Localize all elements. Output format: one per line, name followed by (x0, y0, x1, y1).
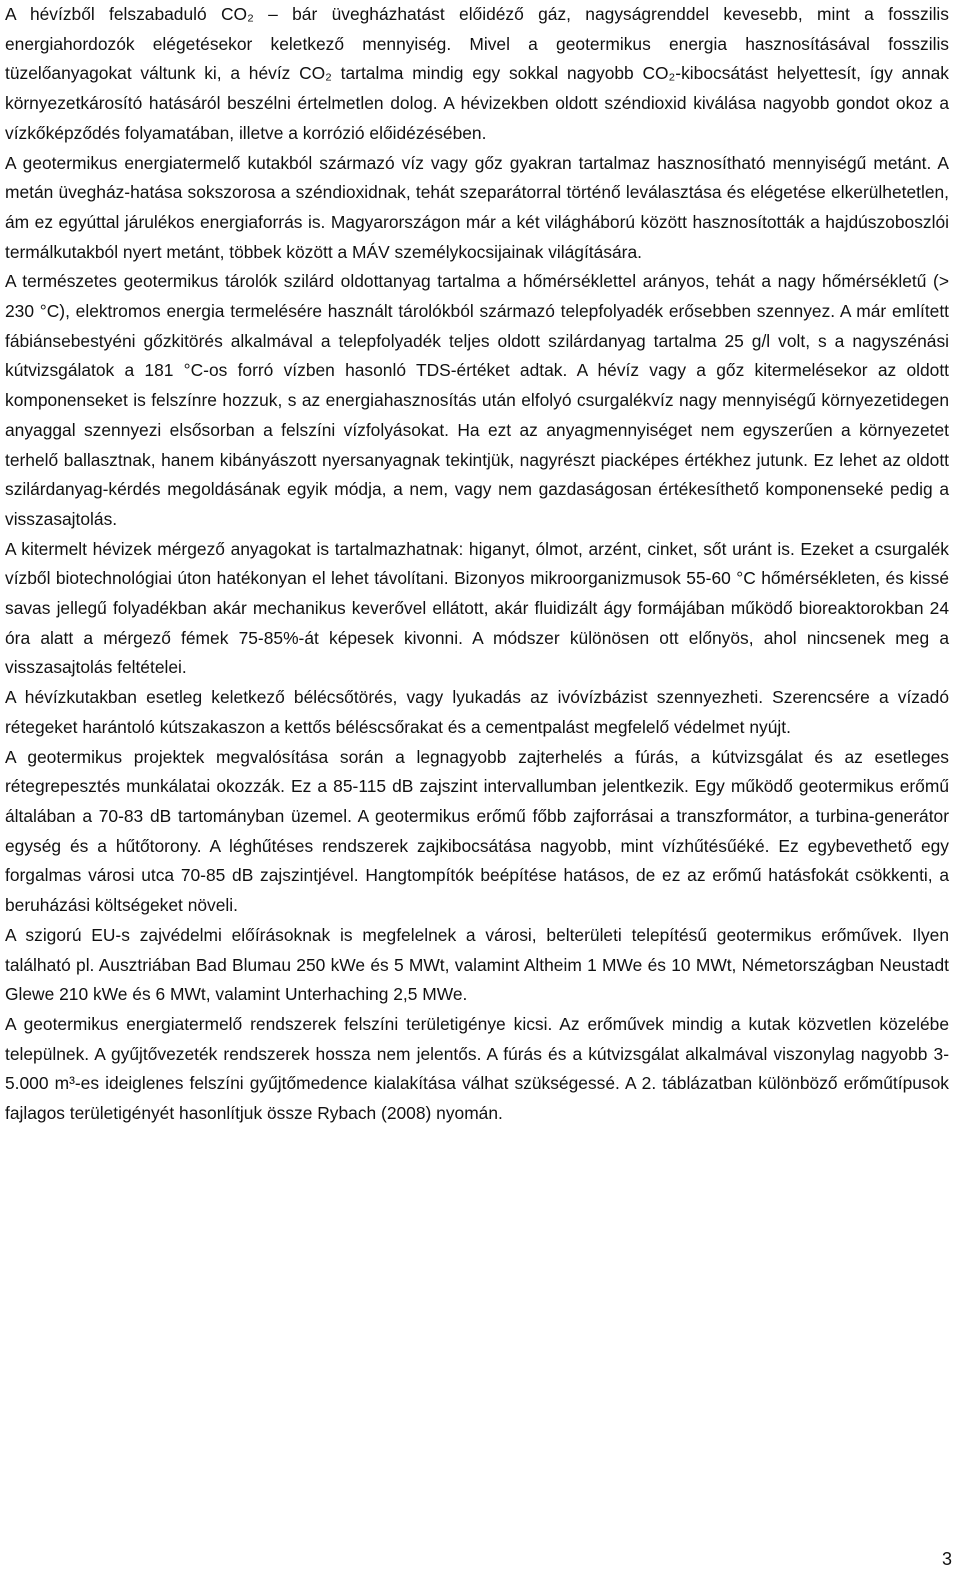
paragraph-eu-noise-regulations: A szigorú EU-s zajvédelmi előírásoknak is megfelelnek a városi, belterületi telepítésű geotermikus erőművek. Ilyen található pl. Ausztriában Bad Blumau 250 kWe és 5 MWt, valamint Altheim 1 MWe és 10 MWt, Németországban Neustadt Glewe 210 kWe és 6 MWt, valamint Unterhaching 2,5 MWe. (5, 924, 949, 1005)
paragraph-casing-failure: A hévízkutakban esetleg keletkező bélécsőtörés, vagy lyukadás az ivóvízbázist szennyezheti. Szerencsére a vízadó rétegeket harántoló kútszakaszon a kettős béléscsőrakat és a cementpalást megfelelő védelmet nyújt. (5, 687, 949, 737)
paragraph-noise: A geotermikus projektek megvalósítása során a legnagyobb zajterhelés a fúrás, a kútvizsgálat és az esetleges rétegrepesztés munkálatai okozzák. Ez a 85-115 dB zajszint intervallumban jelentkezik. Egy működő geotermikus erőmű általában a 70-83 dB tartományban üzemel. A geotermikus erőmű főbb zajforrásai a transzformátor, a turbina-generátor egység és a hűtőtorony. A léghűtéses rendszerek zajkibocsátása nagyobb, mint vízhűtésűéké. Ez egybevethető egy forgalmas városi utca 70-85 dB zajszintjével. Hangtompítók beépítése hatásos, de ez az erőmű hatásfokát csökkenti, a beruházási költségeket növeli. (5, 746, 949, 916)
paragraph-dissolved-solids: A természetes geotermikus tárolók szilárd oldottanyag tartalma a hőmérséklettel arányos, tehát a nagy hőmérsékletű (> 230 °C), elektromos energia termelésére használt tárolókból származó telepfolyadék erősebben szennyez. A már említett fábiánsebestyéni gőzkitörés alkalmával a telepfolyadék teljes oldott szilárdanyag tartalma 25 g/l volt, s a nagyszénási kútvizsgálatok a 181 °C-os forró vízben hasonló TDS-értéket adtak. A hévíz vagy a gőz kitermelésekor az oldott komponenseket is felszínre hozzuk, s az energiahasznosítás után elfolyó csurgalékvíz nagy mennyiségű környezetidegen anyaggal szennyezi elsősorban a felszíni vízfolyásokat. Ha ezt az anyagmennyiséget nem egyszerűen a környezetet terhelő ballasztnak, hanem kibányászott nyersanyagnak tekintjük, nagyrészt piacképes értékhez jutunk. Ez lehet az oldott szilárdanyag-kérdés megoldásának egyik módja, a nem, vagy nem gazdaságosan értékesíthető komponenseké pedig a visszasajtolás. (5, 271, 949, 529)
paragraph-methane: A geotermikus energiatermelő kutakból származó víz vagy gőz gyakran tartalmaz hasznosítható mennyiségű metánt. A metán üvegház-hatása sokszorosa a széndioxidnak, tehát szeparátorral történő leválasztása és elégetése elkerülhetetlen, ám ez egyúttal járulékos energiaforrás is. Magyarországon már a két világháború között hasznosították a hajdúszoboszlói termálkutakból nyert metánt, többek között a MÁV személykocsijainak világítására. (5, 152, 949, 262)
document-page (5, 0, 949, 1129)
paragraph-co2: A hévízből felszabaduló CO₂ – bár üvegházhatást előidéző gáz, nagyságrenddel kevesebb, mint a fosszilis energiahordozók elégetésekor keletkező mennyiség. Mivel a geotermikus energia hasznosításával fosszilis tüzelőanyagokat váltunk ki, a hévíz CO₂ tartalma mindig egy sokkal nagyobb CO₂-kibocsátást helyettesít, így annak környezetkárosító hatásáról beszélni értelmetlen dolog. A hévizekben oldott széndioxid kiválása nagyobb gondot okoz a vízkőképződés folyamatában, illetve a korrózió előidézésében. (5, 4, 949, 143)
paragraph-land-use: A geotermikus energiatermelő rendszerek felszíni területigénye kicsi. Az erőművek mindig a kutak közvetlen közelébe települnek. A gyűjtővezeték rendszerek hossza nem jelentős. A fúrás és a kútvizsgálat alkalmával viszonylag nagyobb 3-5.000 m³-es ideiglenes felszíni gyűjtőmedence kialakítása válhat szükségessé. A 2. táblázatban különböző erőműtípusok fajlagos területigényét hasonlítjuk össze Rybach (2008) nyomán. (5, 1013, 949, 1124)
paragraph-toxic-metals: A kitermelt hévizek mérgező anyagokat is tartalmazhatnak: higanyt, ólmot, arzént, cinket, sőt uránt is. Ezeket a csurgalék vízből biotechnológiai úton hatékonyan el lehet távolítani. Bizonyos mikroorganizmusok 55-60 °C hőmérsékleten, és kissé savas jellegű folyadékban akár mechanikus keverővel ellátott, akár fluidizált ágy formájában működő bioreaktorokban 24 óra alatt a mérgező fémek 75-85%-át képesek kivonni. A módszer különösen ott előnyös, ahol nincsenek meg a visszasajtolás feltételei. (5, 538, 949, 678)
page-number: 3 (941, 1549, 952, 1569)
